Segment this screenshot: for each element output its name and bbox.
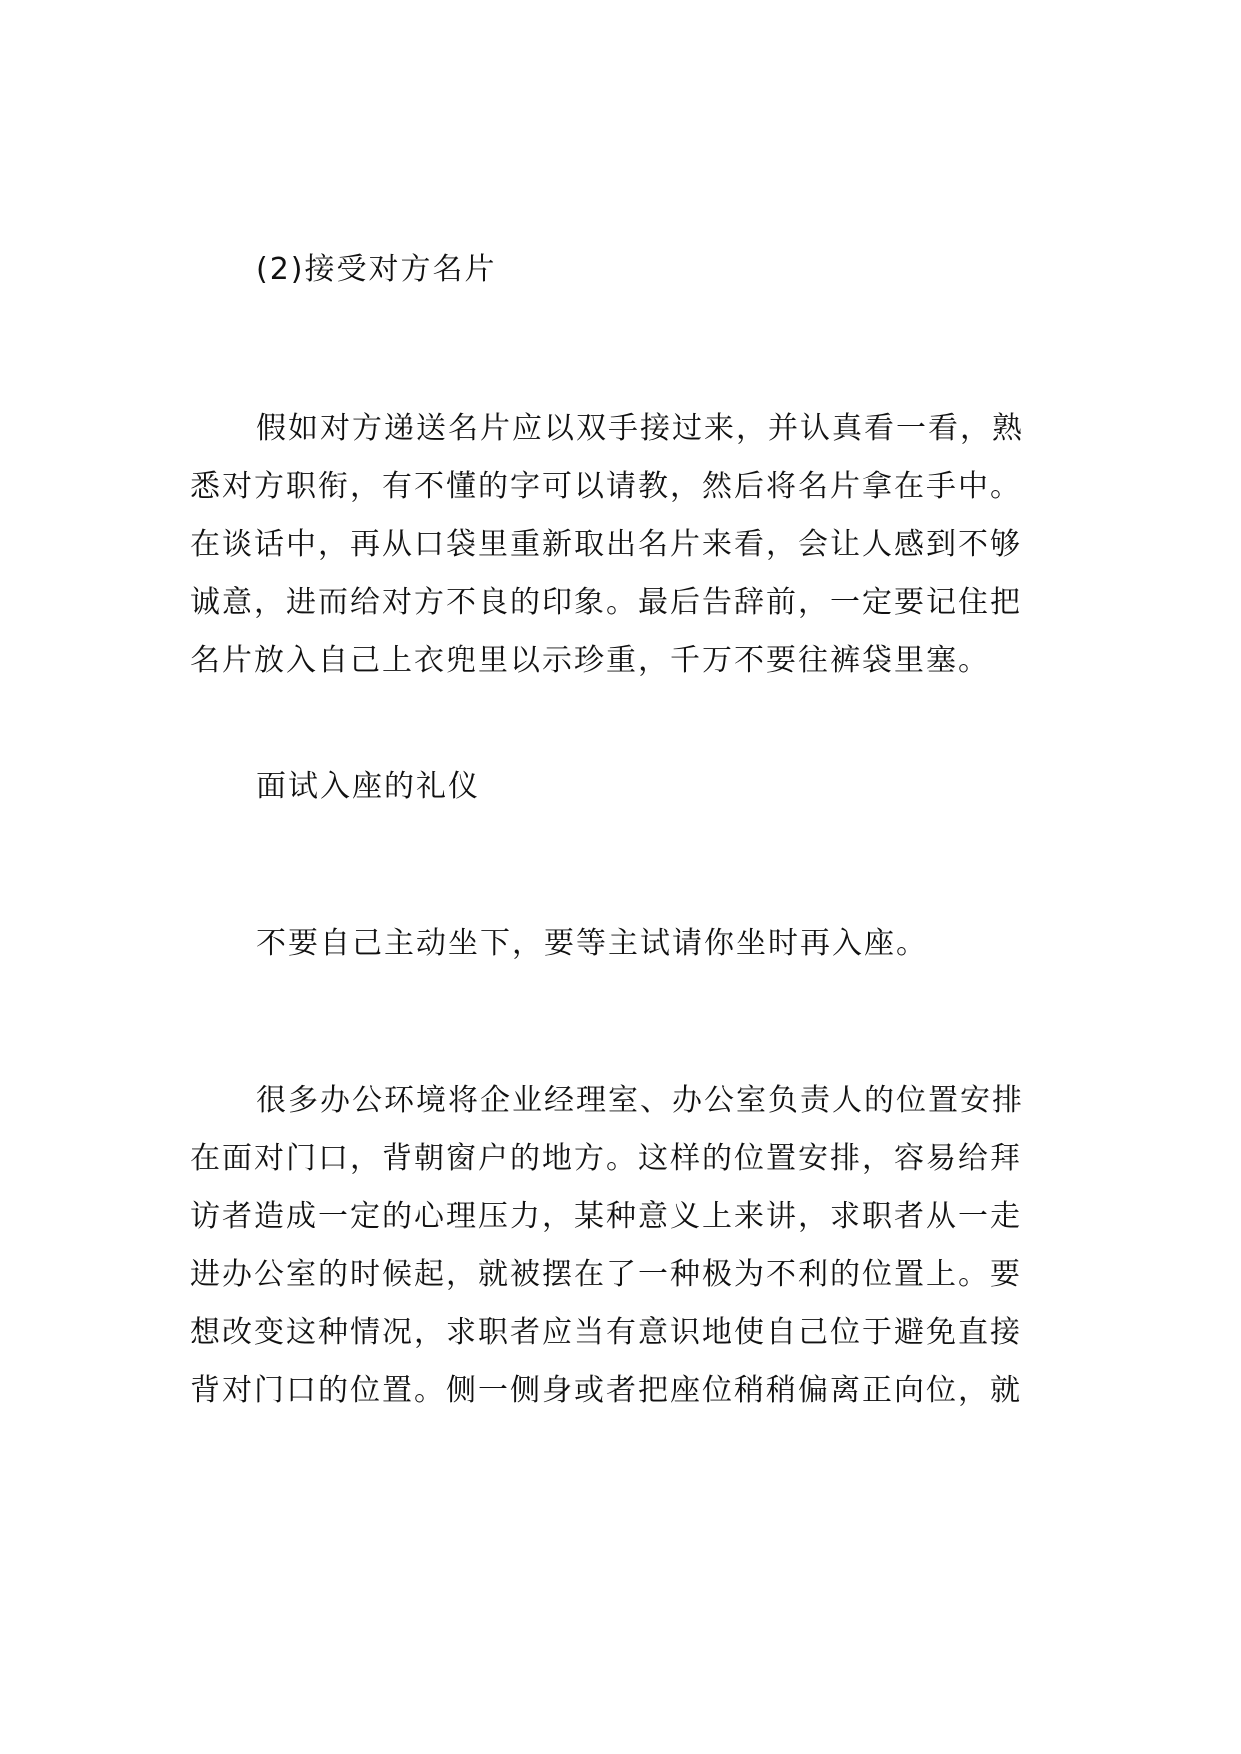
paragraph-line: 背对门口的位置。侧一侧身或者把座位稍稍偏离正向位，就 bbox=[190, 1373, 1022, 1408]
paragraph-line: 诚意，进而给对方不良的印象。最后告辞前，一定要记住把 bbox=[190, 585, 1022, 620]
paragraph-line: 进办公室的时候起，就被摆在了一种极为不利的位置上。要 bbox=[190, 1257, 1022, 1292]
section-heading-business-card: (2)接受对方名片 bbox=[256, 252, 497, 287]
paragraph-line: 假如对方递送名片应以双手接过来，并认真看一看，熟 bbox=[256, 411, 1024, 446]
paragraph-line: 想改变这种情况，求职者应当有意识地使自己位于避免直接 bbox=[190, 1315, 1022, 1350]
section-heading-seating-etiquette: 面试入座的礼仪 bbox=[256, 769, 480, 804]
paragraph-line: 悉对方职衔，有不懂的字可以请教，然后将名片拿在手中。 bbox=[190, 469, 1022, 504]
paragraph-line: 名片放入自己上衣兜里以示珍重，千万不要往裤袋里塞。 bbox=[190, 643, 990, 678]
paragraph-office-layout bbox=[190, 1072, 1050, 1420]
paragraph-dont-sit bbox=[190, 915, 1050, 973]
paragraph-line: 在谈话中，再从口袋里重新取出名片来看，会让人感到不够 bbox=[190, 527, 1022, 562]
paragraph-receive-card bbox=[190, 400, 1050, 690]
paragraph-line: 访者造成一定的心理压力，某种意义上来讲，求职者从一走 bbox=[190, 1199, 1022, 1234]
paragraph-line: 在面对门口，背朝窗户的地方。这样的位置安排，容易给拜 bbox=[190, 1141, 1022, 1176]
paragraph-line: 很多办公环境将企业经理室、办公室负责人的位置安排 bbox=[256, 1083, 1024, 1118]
paragraph-line: 不要自己主动坐下，要等主试请你坐时再入座。 bbox=[256, 926, 928, 961]
